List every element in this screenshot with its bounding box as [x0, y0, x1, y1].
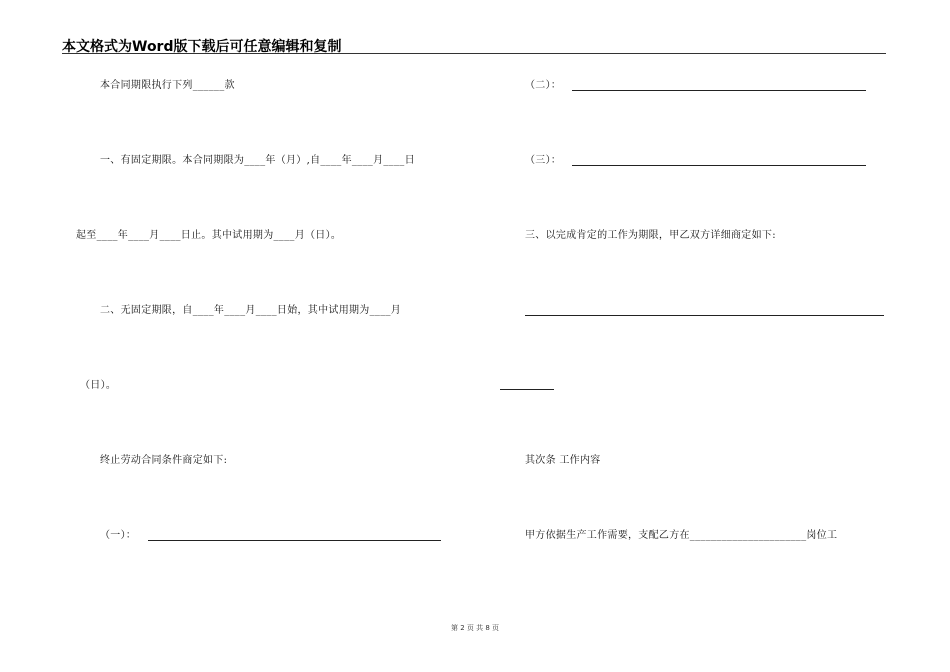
contract-term-intro: 本合同期限执行下列______款 [100, 80, 235, 91]
termination-item-3-label: （三）： [525, 155, 562, 166]
termination-item-3-blank [572, 165, 866, 166]
termination-item-2-blank [572, 90, 866, 91]
termination-item-2-label: （二）： [525, 80, 562, 91]
task-based-term-clause: 三、以完成肯定的工作为期限，甲乙双方详细商定如下: [525, 230, 776, 241]
task-details-blank-line [525, 315, 884, 316]
open-term-clause: 二、无固定期限，自____年____月____日始，其中试用期为____月 [100, 305, 402, 316]
work-content-heading: 其次条 工作内容 [525, 455, 601, 466]
fixed-term-clause: 一、有固定期限。本合同期限为____年（月）,自____年____月____日 [100, 155, 415, 166]
header-divider [62, 53, 886, 54]
task-details-blank-short [500, 389, 554, 390]
termination-item-1-label: （一）： [100, 530, 137, 541]
work-assignment-clause: 甲方依据生产工作需要，支配乙方在______________________岗位工 [525, 530, 838, 541]
page-header-title: 本文格式为Word版下载后可任意编辑和复制 [62, 39, 342, 55]
open-term-clause-continued: （日）。 [80, 380, 117, 391]
termination-conditions-heading: 终止劳动合同条件商定如下: [100, 455, 228, 466]
termination-item-1-blank [148, 540, 441, 541]
page-number-footer: 第 2 页 共 8 页 [450, 624, 500, 632]
fixed-term-clause-continued: 起至____年____月____日止。其中试用期为____月（日）。 [76, 230, 342, 241]
